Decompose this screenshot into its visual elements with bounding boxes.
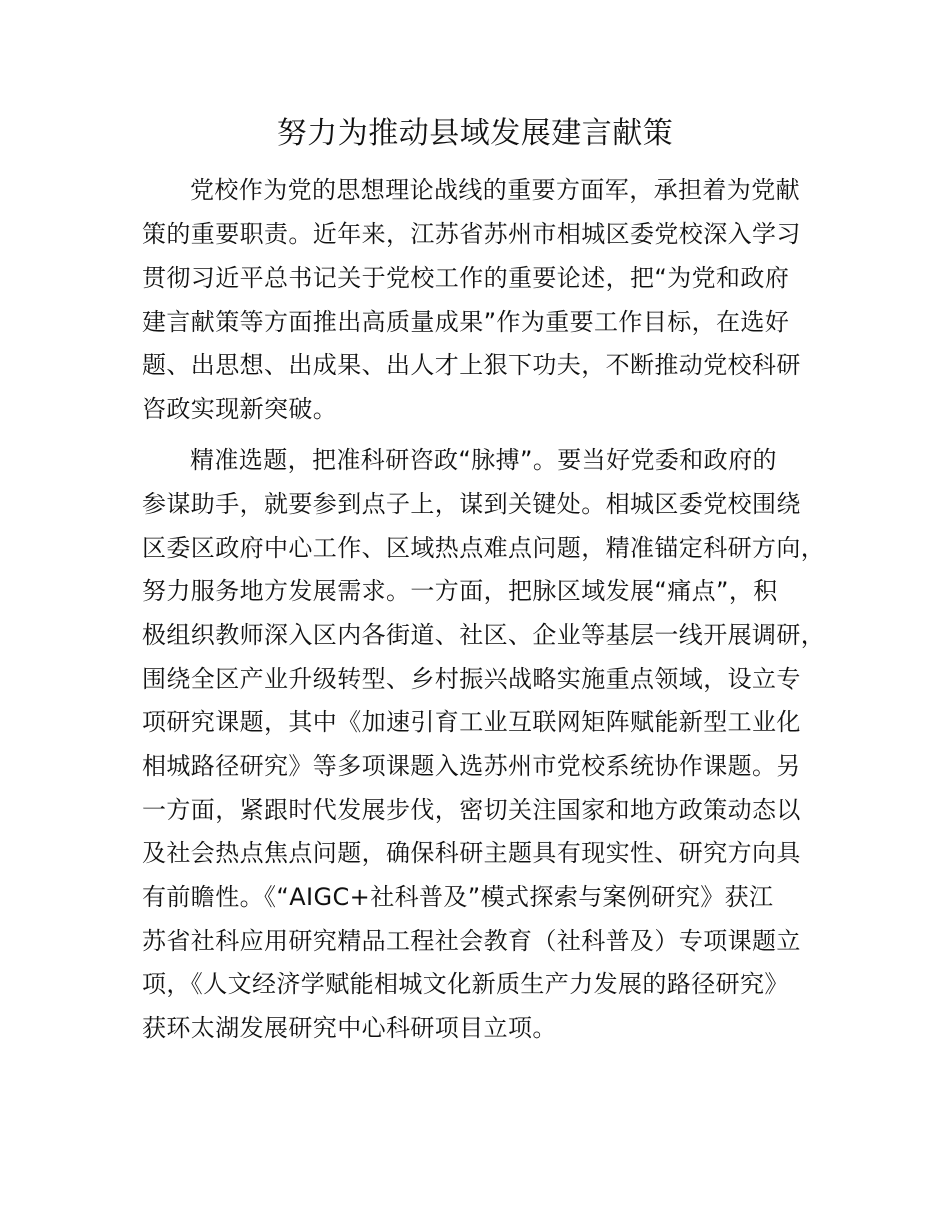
paragraph-2-line-1: 精准选题，把准科研咨政“脉搏”。要当好党委和政府的 [190, 446, 777, 474]
paragraph-2-line-7: 项研究课题，其中《加速引育工业互联网矩阵赋能新型工业化 [142, 708, 801, 736]
paragraph-1-line-5: 题、出思想、出成果、出人才上狠下功夫，不断推动党校科研 [142, 351, 801, 379]
paragraph-2-line-10: 及社会热点焦点问题，确保科研主题具有现实性、研究方向具 [142, 839, 801, 867]
paragraph-2-line-12: 苏省社科应用研究精品工程社会教育（社科普及）专项课题立 [142, 927, 801, 955]
paragraph-2-line-4: 努力服务地方发展需求。一方面，把脉区域发展“痛点”，积 [142, 577, 778, 605]
paragraph-1-line-1: 党校作为党的思想理论战线的重要方面军，承担着为党献 [190, 176, 800, 204]
paragraph-1-line-2: 策的重要职责。近年来，江苏省苏州市相城区委党校深入学习 [142, 220, 801, 248]
paragraph-1-line-3: 贯彻习近平总书记关于党校工作的重要论述，把“为党和政府 [142, 264, 790, 292]
paragraph-1-line-4: 建言献策等方面推出高质量成果”作为重要工作目标，在选好 [142, 308, 790, 336]
paragraph-2-line-8: 相城路径研究》等多项课题入选苏州市党校系统协作课题。另 [142, 752, 801, 780]
paragraph-2-line-2: 参谋助手，就要参到点子上，谋到关键处。相城区委党校围绕 [142, 490, 801, 518]
paragraph-2-line-13: 项，《人文经济学赋能相城文化新质生产力发展的路径研究》 [142, 970, 789, 998]
paragraph-2-line-14: 获环太湖发展研究中心科研项目立项。 [142, 1014, 557, 1042]
document-title: 努力为推动县域发展建言献策 [276, 116, 674, 151]
paragraph-2-line-9: 一方面，紧跟时代发展步伐，密切关注国家和地方政策动态以 [142, 796, 801, 824]
paragraph-2-line-6: 围绕全区产业升级转型、乡村振兴战略实施重点领域，设立专 [142, 665, 801, 693]
paragraph-1-line-6: 咨政实现新突破。 [142, 395, 338, 423]
paragraph-2-line-5: 极组织教师深入区内各街道、社区、企业等基层一线开展调研， [142, 621, 826, 649]
paragraph-2-line-11: 有前瞻性。《“AIGC+社科普及”模式探索与案例研究》获江 [142, 883, 774, 911]
paragraph-2-line-3: 区委区政府中心工作、区域热点难点问题，精准锚定科研方向， [142, 534, 826, 562]
